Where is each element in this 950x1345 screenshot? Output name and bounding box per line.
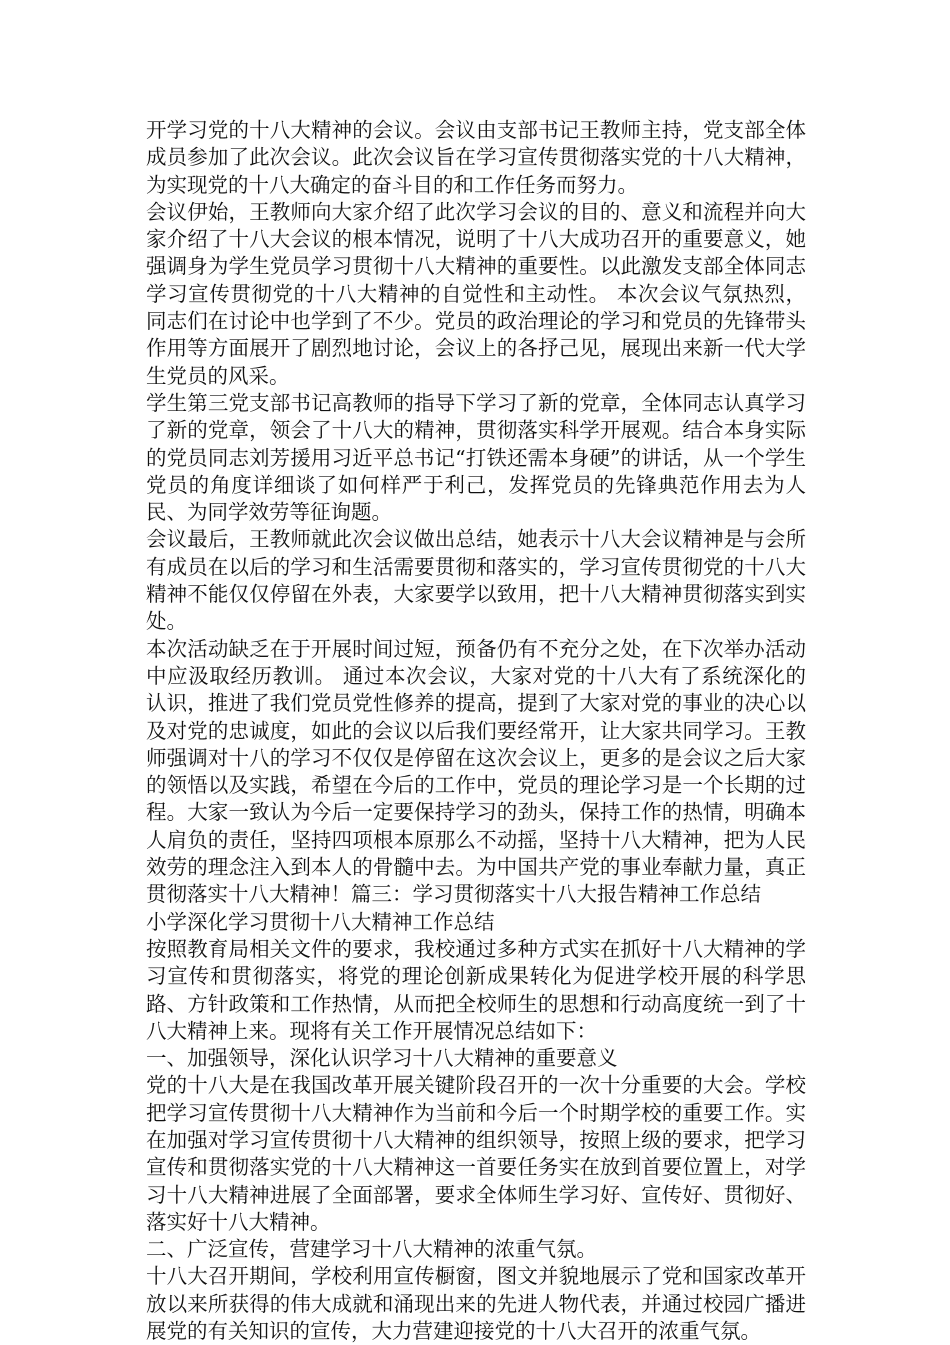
paragraph-activity-review: 本次活动缺乏在于开展时间过短，预备仍有不充分之处，在下次举办活动中应汲取经历教训。 通过本次会议，大家对党的十八大有了系统深化的认识，推进了我们党员党性修养的提高，提到了大家对党的事业的决心以及对党的忠诚度，如此的会议以后我们要经常开，让大家共同学习。王教师强调对十八的学习不仅仅是停留在这次会议上，更多的是会议之后大家的领悟以及实践，希望在今后的工作中，党员的理论学习是一个长期的过程。大家一致认为今后一定要保持学习的劲头，保持工作的热情，明确本人肩负的责任，坚持四项根本原那么不动摇，坚持十八大精神，把为人民效劳的理念注入到本人的骨髓中去。为中国共产党的事业奉献力量，真正贯彻落实十八大精神！篇三：学习贯彻落实十八大报告精神工作总结 [146, 636, 806, 907]
heading-leadership: 一、加强领导，深化认识学习十八大精神的重要意义 [146, 1046, 618, 1071]
paragraph-meeting-start: 会议伊始，王教师向大家介绍了此次学习会议的目的、意义和流程并向大家介绍了十八大会议的根本情况，说明了十八大成功召开的重要意义，她强调身为学生党员学习贯彻十八大精神的重要性。以此激发支部全体同志学习宣传贯彻党的十八大精神的自觉性和主动性。 本次会议气氛热烈，同志们在讨论中也学到了不少。党员的政治理论的学习和党员的先锋带头作用等方面展开了剧烈地讨论，会议上的各抒己见，展现出来新一代大学生党员的风采。 [146, 199, 806, 388]
paragraph-leadership: 党的十八大是在我国改革开展关键阶段召开的一次十分重要的大会。学校把学习宣传贯彻十八大精神作为当前和今后一个时期学校的重要工作。实在加强对学习宣传贯彻十八大精神的组织领导，按照上级的要求，把学习宣传和贯彻落实党的十八大精神这一首要任务实在放到首要位置上，对学习十八大精神进展了全面部署，要求全体师生学习好、宣传好、贯彻好、落实好十八大精神。 [146, 1073, 806, 1234]
paragraph-school-intro: 按照教育局相关文件的要求，我校通过多种方式实在抓好十八大精神的学习宣传和贯彻落实，将党的理论创新成果转化为促进学校开展的科学思路、方针政策和工作热情，从而把全校师生的思想和行动高度统一到了十八大精神上来。现将有关工作开展情况总结如下： [146, 936, 806, 1043]
heading-publicity: 二、广泛宣传，营建学习十八大精神的浓重气氛。 [146, 1237, 597, 1262]
paragraph-publicity: 十八大召开期间，学校利用宣传橱窗，图文并貌地展示了党和国家改革开放以来所获得的伟大成就和涌现出来的先进人物代表，并通过校园广播进展党的有关知识的宣传，大力营建迎接党的十八大召开的浓重气氛。 [146, 1264, 806, 1344]
paragraph-meeting-intro: 开学习党的十八大精神的会议。会议由支部书记王教师主持，党支部全体成员参加了此次会议。此次会议旨在学习宣传贯彻落实党的十八大精神，为实现党的十八大确定的奋斗目的和工作任务而努力。 [146, 118, 806, 197]
paragraph-party-charter: 学生第三党支部书记高教师的指导下学习了新的党章，全体同志认真学习了新的党章，领会了十八大的精神，贯彻落实科学开展观。结合本身实际的党员同志刘芳援用习近平总书记“打铁还需本身硬”的讲话，从一个学生党员的角度详细谈了如何样严于利己，发挥党员的先锋典范作用去为人民、为同学效劳等征询题。 [146, 390, 806, 525]
document-body [146, 117, 806, 1345]
paragraph-meeting-summary: 会议最后，王教师就此次会议做出总结，她表示十八大会议精神是与会所有成员在以后的学习和生活需要贯彻和落实的，学习宣传贯彻党的十八大精神不能仅仅停留在外表，大家要学以致用，把十八大精神贯彻落实到实处。 [146, 527, 806, 634]
section-title: 小学深化学习贯彻十八大精神工作总结 [146, 909, 495, 934]
